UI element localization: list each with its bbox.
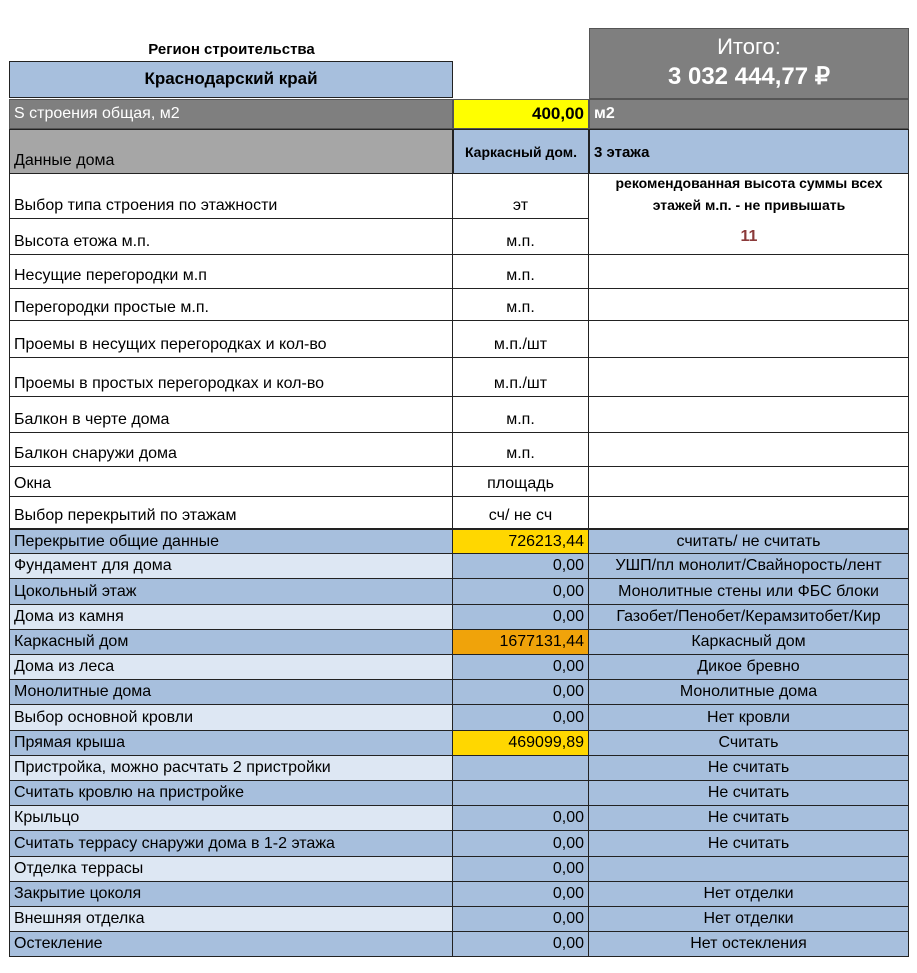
param-unit[interactable]: м.п.: [453, 433, 589, 467]
calc-row-label: Остекление: [9, 932, 453, 957]
calc-row-value: 0,00: [453, 680, 589, 705]
param-unit[interactable]: м.п.: [453, 219, 589, 255]
param-extra-cell[interactable]: [589, 397, 909, 433]
param-unit[interactable]: эт: [453, 174, 589, 219]
calc-row-label: Крыльцо: [9, 806, 453, 831]
calc-row-value: 0,00: [453, 806, 589, 831]
calc-row-option-select[interactable]: Монолитные дома: [589, 680, 909, 705]
param-label: Проемы в несущих перегородках и кол-во: [9, 321, 453, 358]
calc-row-label: Выбор основной кровли: [9, 705, 453, 731]
param-label: Окна: [9, 467, 453, 497]
calc-row-option-select[interactable]: Нет отделки: [589, 907, 909, 932]
param-label: Выбор перекрытий по этажам: [9, 497, 453, 529]
calc-row-value: 0,00: [453, 907, 589, 932]
calc-row-value: [453, 756, 589, 781]
param-label: Несущие перегородки м.п: [9, 255, 453, 289]
region-select[interactable]: Краснодарский край: [9, 61, 453, 98]
param-label: Проемы в простых перегородках и кол-во: [9, 358, 453, 397]
param-label: Высота етожа м.п.: [9, 219, 453, 255]
calc-row-option-select[interactable]: Считать: [589, 731, 909, 756]
calc-row-value: 469099,89: [453, 731, 589, 756]
calc-row-label: Внешняя отделка: [9, 907, 453, 932]
calc-row-label: Перекрытие общие данные: [9, 529, 453, 554]
param-unit[interactable]: м.п.: [453, 397, 589, 433]
calc-row-label: Дома из камня: [9, 605, 453, 630]
calc-row-label: Каркасный дом: [9, 630, 453, 655]
area-input[interactable]: 400,00: [453, 99, 589, 129]
param-label: Перегородки простые м.п.: [9, 289, 453, 321]
total-label: Итого:: [589, 28, 909, 64]
calc-row-value: 726213,44: [453, 529, 589, 554]
param-extra-cell[interactable]: [589, 255, 909, 289]
recommend-line1: рекомендованная высота суммы всех: [615, 176, 883, 191]
calc-row-label: Цокольный этаж: [9, 579, 453, 605]
calc-row-label: Считать кровлю на пристройке: [9, 781, 453, 806]
param-unit[interactable]: м.п./шт: [453, 358, 589, 397]
param-label: Балкон в черте дома: [9, 397, 453, 433]
param-unit[interactable]: м.п.: [453, 255, 589, 289]
calc-row-value: 0,00: [453, 882, 589, 907]
calc-row-option-select[interactable]: Монолитные стены или ФБС блоки: [589, 579, 909, 605]
calc-row-option-select[interactable]: считать/ не считать: [589, 529, 909, 554]
calc-row-label: Отделка террасы: [9, 857, 453, 882]
calc-row-value: 0,00: [453, 857, 589, 882]
calc-row-value: 0,00: [453, 605, 589, 630]
area-label: S строения общая, м2: [9, 99, 453, 129]
house-type-select[interactable]: Каркасный дом.: [453, 129, 589, 174]
param-extra-cell[interactable]: [589, 497, 909, 529]
house-data-label: Данные дома: [9, 129, 453, 174]
calc-row-option-select[interactable]: Не считать: [589, 831, 909, 857]
calc-row-label: Считать террасу снаружи дома в 1-2 этажа: [9, 831, 453, 857]
calc-row-option-select[interactable]: Не считать: [589, 756, 909, 781]
param-extra-cell[interactable]: [589, 358, 909, 397]
region-label: Регион строительства: [148, 40, 315, 58]
calc-row-option-select[interactable]: [589, 857, 909, 882]
param-unit[interactable]: м.п.: [453, 289, 589, 321]
calc-row-label: Прямая крыша: [9, 731, 453, 756]
calc-row-label: Пристройка, можно расчтать 2 пристройки: [9, 756, 453, 781]
param-unit[interactable]: сч/ не сч: [453, 497, 589, 529]
recommend-line2: этажей м.п. - не привышать: [652, 198, 846, 213]
area-unit: м2: [589, 99, 909, 129]
calc-row-label: Дома из леса: [9, 655, 453, 680]
calc-row-option-select[interactable]: Нет остекления: [589, 932, 909, 957]
param-extra-cell[interactable]: [589, 321, 909, 358]
recommend-value: 11: [740, 228, 758, 245]
calc-row-option-select[interactable]: Нет отделки: [589, 882, 909, 907]
calc-row-option-select[interactable]: Не считать: [589, 781, 909, 806]
calc-row-value: 0,00: [453, 831, 589, 857]
floors-select[interactable]: 3 этажа: [589, 129, 909, 174]
param-extra-cell[interactable]: [589, 289, 909, 321]
calc-row-value: [453, 781, 589, 806]
calc-row-label: Фундамент для дома: [9, 554, 453, 579]
param-label: Балкон снаружи дома: [9, 433, 453, 467]
param-label: Выбор типа строения по этажности: [9, 174, 453, 219]
calc-row-value: 0,00: [453, 554, 589, 579]
param-extra-cell[interactable]: [589, 467, 909, 497]
calc-row-option-select[interactable]: Дикое бревно: [589, 655, 909, 680]
calc-row-option-select[interactable]: Не считать: [589, 806, 909, 831]
calc-row-option-select[interactable]: Каркасный дом: [589, 630, 909, 655]
calc-row-option-select[interactable]: Газобет/Пенобет/Керамзитобет/Кир: [589, 605, 909, 630]
param-extra-cell[interactable]: [589, 433, 909, 467]
calc-row-option-select[interactable]: Нет кровли: [589, 705, 909, 731]
calc-row-option-select[interactable]: УШП/пл монолит/Свайнорость/лент: [589, 554, 909, 579]
param-unit[interactable]: площадь: [453, 467, 589, 497]
total-value: 3 032 444,77 ₽: [589, 64, 909, 99]
calc-row-value: 0,00: [453, 655, 589, 680]
calc-row-value: 0,00: [453, 579, 589, 605]
calc-row-value: 1677131,44: [453, 630, 589, 655]
calc-row-label: Закрытие цоколя: [9, 882, 453, 907]
param-unit[interactable]: м.п./шт: [453, 321, 589, 358]
calc-row-value: 0,00: [453, 705, 589, 731]
calc-row-label: Монолитные дома: [9, 680, 453, 705]
calc-row-value: 0,00: [453, 932, 589, 957]
